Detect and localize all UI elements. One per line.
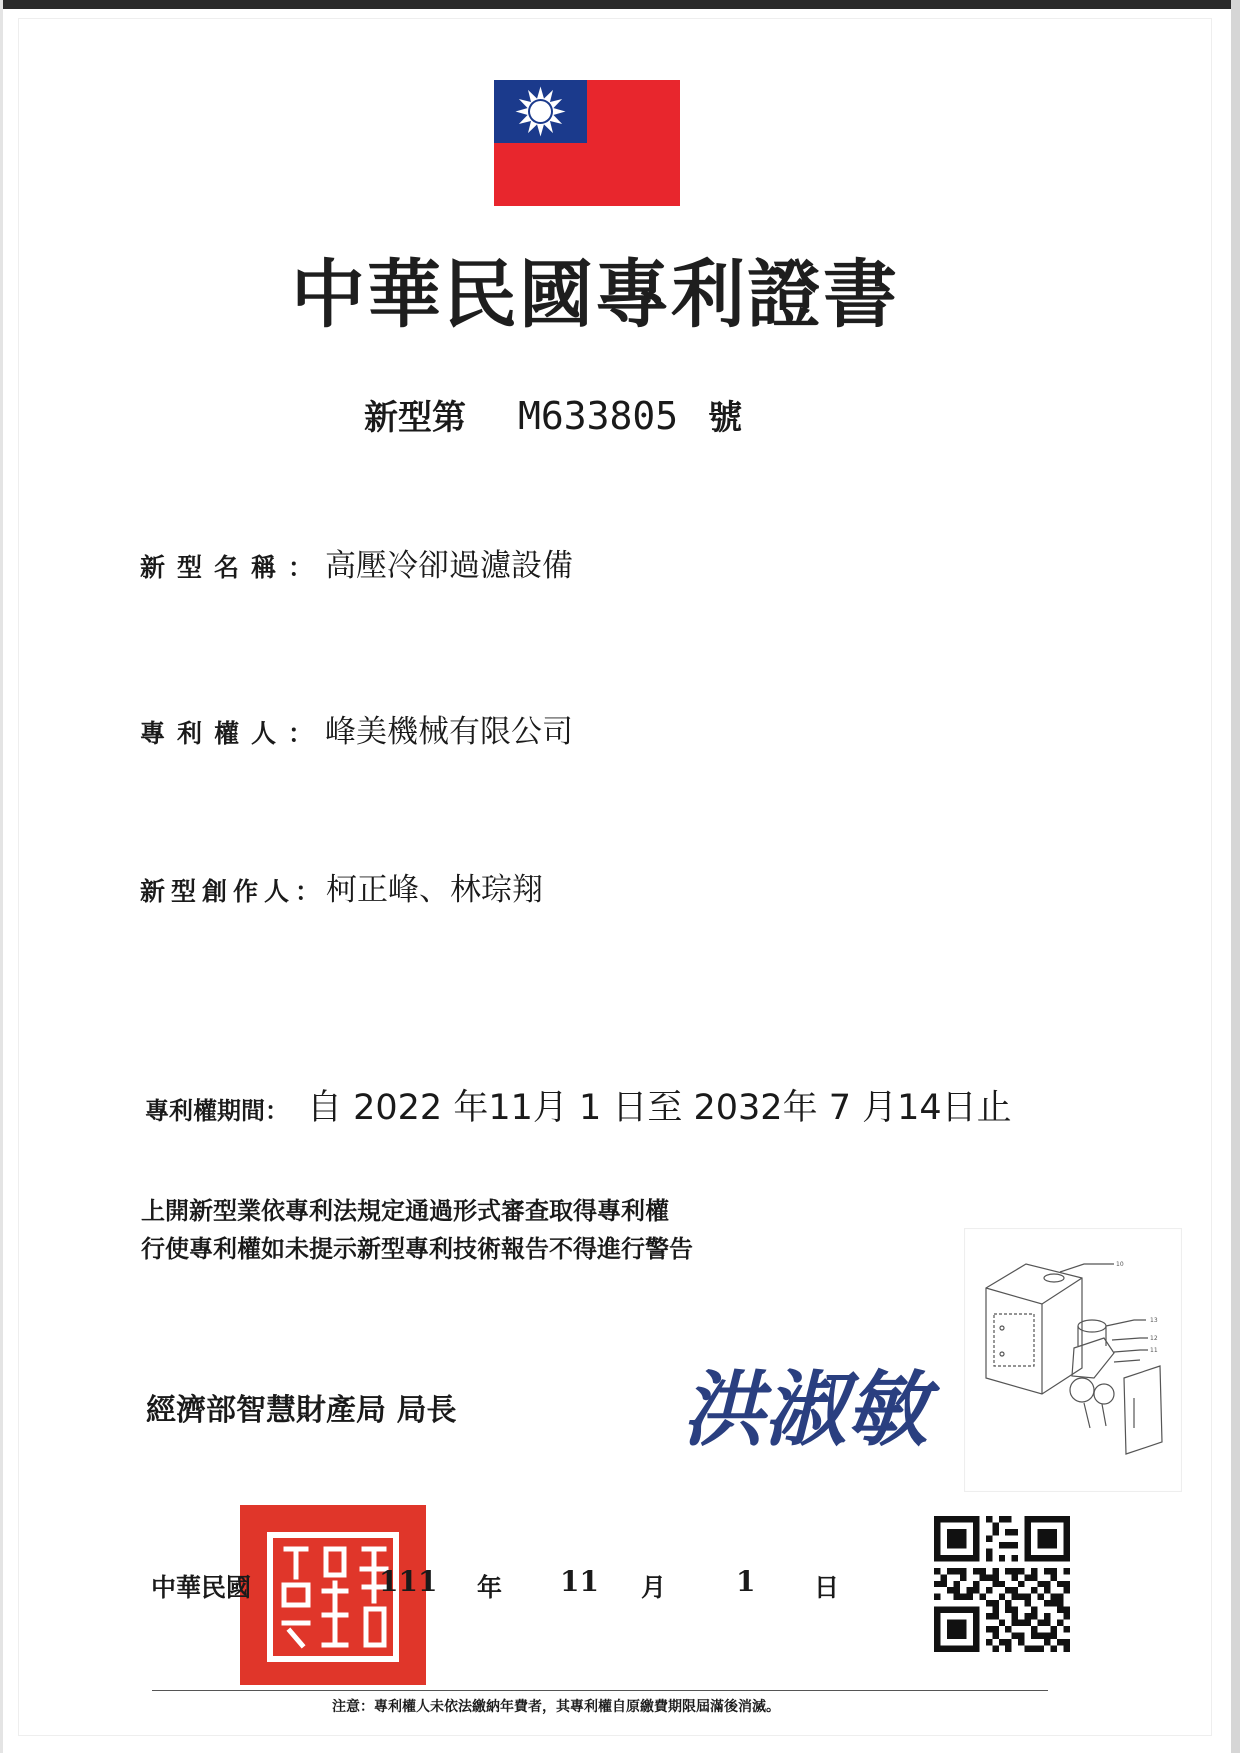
svg-text:13: 13 [1150,1317,1158,1324]
device-drawing-image [964,1228,1182,1492]
issue-date-day-unit: 日 [814,1573,840,1602]
patentee-value: 峰美機械有限公司 [325,714,574,750]
patent-number-prefix: 新型第 [364,398,466,438]
signature-text: 洪淑敏 [682,1362,928,1458]
creator-label: 新型創作人： [140,877,327,906]
patent-number-line [364,390,742,439]
issue-date-year-unit: 年 [477,1573,503,1602]
legal-notice-line-2: 行使專利權如未提示新型專利技術報告不得進行警告 [141,1235,693,1263]
issue-date-month: 11 [560,1565,599,1598]
patent-number-suffix: 號 [708,398,743,438]
patent-term-value: 自 2022 年11月 1 日至 2032年 7 月14日止 [307,1088,1012,1128]
scan-edge-left [0,0,3,1753]
director-signature [676,1350,966,1460]
patent-term-label: 專利權期間： [145,1097,289,1125]
invention-name-label: 新型名稱： [140,553,326,582]
creator-value: 柯正峰、林琮翔 [326,872,544,908]
issue-date-prefix: 中華民國 [151,1573,252,1602]
issue-date-year: 111 [379,1565,438,1598]
roc-flag-icon [494,80,680,206]
patentee-label: 專利權人： [140,719,326,748]
footnote-divider [152,1690,1048,1691]
scan-edge-top [0,0,1240,9]
issue-date-day: 1 [736,1565,756,1598]
scan-edge-right [1231,0,1240,1753]
patent-term [145,1080,1012,1130]
creator-field [140,864,543,909]
legal-notice-line-1: 上開新型業依專利法規定通過形式審查取得專利權 [141,1197,669,1225]
certificate-title: 中華民國專利證書 [291,252,899,338]
legal-notice [141,1192,693,1268]
svg-text:12: 12 [1150,1335,1158,1342]
svg-text:11: 11 [1150,1347,1158,1354]
patentee-field [140,706,573,751]
qr-code-icon[interactable] [934,1514,1070,1654]
authority-title: 經濟部智慧財產局 局長 [146,1393,457,1428]
svg-text:10: 10 [1116,1261,1124,1268]
footnote-text: 注意：專利權人未依法繳納年費者，其專利權自原繳費期限屆滿後消滅。 [332,1699,780,1715]
invention-name-field [140,540,573,585]
invention-name-value: 高壓冷卻過濾設備 [325,548,574,584]
issue-date-month-unit: 月 [641,1573,667,1602]
patent-number: M633805 [518,394,679,438]
